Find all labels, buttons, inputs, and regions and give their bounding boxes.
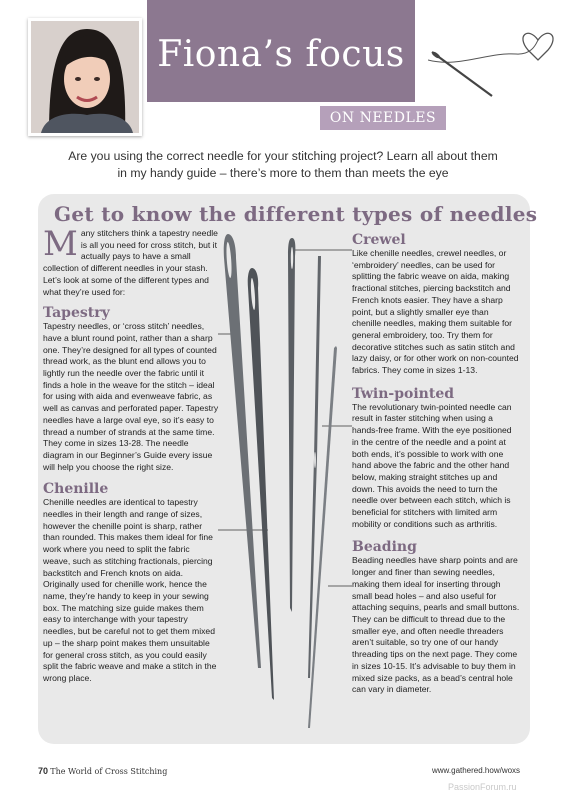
body-tapestry: Tapestry needles, or ‘cross stitch’ needles, have a blunt round point, rather than a sharp one. They’re designed for all types of counted thread work, as the blunt end allows you to lightly run the needle over the fabric until it finds a hole in the weave for the stitch – ideal for using with aida and evenweave fabric, as well as canvas and perforated paper. Tapestry needles have a large oval eye, so it’s easy to thread a number of strands at the same time. They come in sizes 13-28. The needle diagram in our Beginner’s Guide every issue will help you choose the right size. [43,321,219,472]
heading-beading: Beading [352,539,417,556]
body-beading: Beading needles have sharp points and are longer and finer than sewing needles, making them ideal for inserting through small bead holes – and also useful for attaching sequins, pearls and small buttons. They can be difficult to thread due to the smaller eye, and often needle threaders aren’t suitable, so try one of our handy threading tips on the next page. They come in sizes 10-15. It’s advisable to buy them in mixed size packs, as a bead’s central hole can vary in diameter. [352,555,520,695]
page-number: 70 [38,766,49,776]
page-title: Fiona’s focus [157,34,405,75]
portrait-photo [31,21,139,133]
lead-text: any stitchers think a tapestry needle is all you need for cross stitch, but it actually pays to have a small collection of different needles in your stash. Let’s look at some of the different types and what they’re used for: [43,228,218,297]
subtitle-badge: ON NEEDLES [320,106,446,130]
heading-tapestry: Tapestry [43,305,110,322]
lead-paragraph [43,224,219,298]
heart-thread-needle-icon [428,22,558,112]
drop-cap: M [43,224,78,264]
heading-chenille: Chenille [43,481,109,498]
body-chenille: Chenille needles are identical to tapestry needles in their length and range of sizes, however the chenille point is sharp, rather than rounded. This makes them ideal for fine work where you need to split the fabric weave, such as stitching fractionals, piercing backstitch and French knots on aida. Originally used for chenille work, hence the name, they’re handy to keep in your sewing box. The matching size guide makes them easy to interchange with your tapestry needles, but be careful not to get them mixed up – the sharp point makes them unsuitable for general cross stitch, as you could easily split the fabric weave and make a stitch in the wrong place. [43,497,217,683]
heading-twin-pointed: Twin-pointed [352,385,455,402]
panel-title: Get to know the different types of needles [54,202,538,226]
body-crewel: Like chenille needles, crewel needles, or ‘embroidery’ needles, can be used for splitting the fabric weave on aida, making fractional stitches, piercing backstitch and French knots easier. They have a sharp point, but a slightly smaller eye than chenille needles, making them suitable for general embroidery, too. Try them for decorative stitches such as satin stitch and lazy daisy, or for other work on non-counted fabrics. They come in sizes 1-13. [352,248,519,376]
author-photo [28,18,142,136]
footer-url[interactable]: www.gathered.how/woxs [432,766,521,775]
left-column [43,224,219,685]
title-banner [147,0,415,102]
body-twin-pointed: The revolutionary twin-pointed needle can result in faster stitching when using a hands-free frame. With the eye positioned in the centre of the needle and a point at both ends, it’s possible to work with one hand above the fabric and the other hand below, making straight stitches up and down. This avoids the need to turn the needle over between each stitch, which is beneficial for stitchers with limited arm mobility or conditions such as arthritis. [352,401,512,529]
heading-crewel: Crewel [352,232,406,248]
right-column [352,232,520,696]
magazine-name: The World of Cross Stitching [50,767,168,776]
needles-illustration [218,228,352,740]
footer-left [38,766,167,776]
watermark: PassionForum.ru [448,782,517,792]
intro-text: Are you using the correct needle for your stitching project? Learn all about them in my handy guide – there’s more to them than meets the eye [68,149,498,180]
